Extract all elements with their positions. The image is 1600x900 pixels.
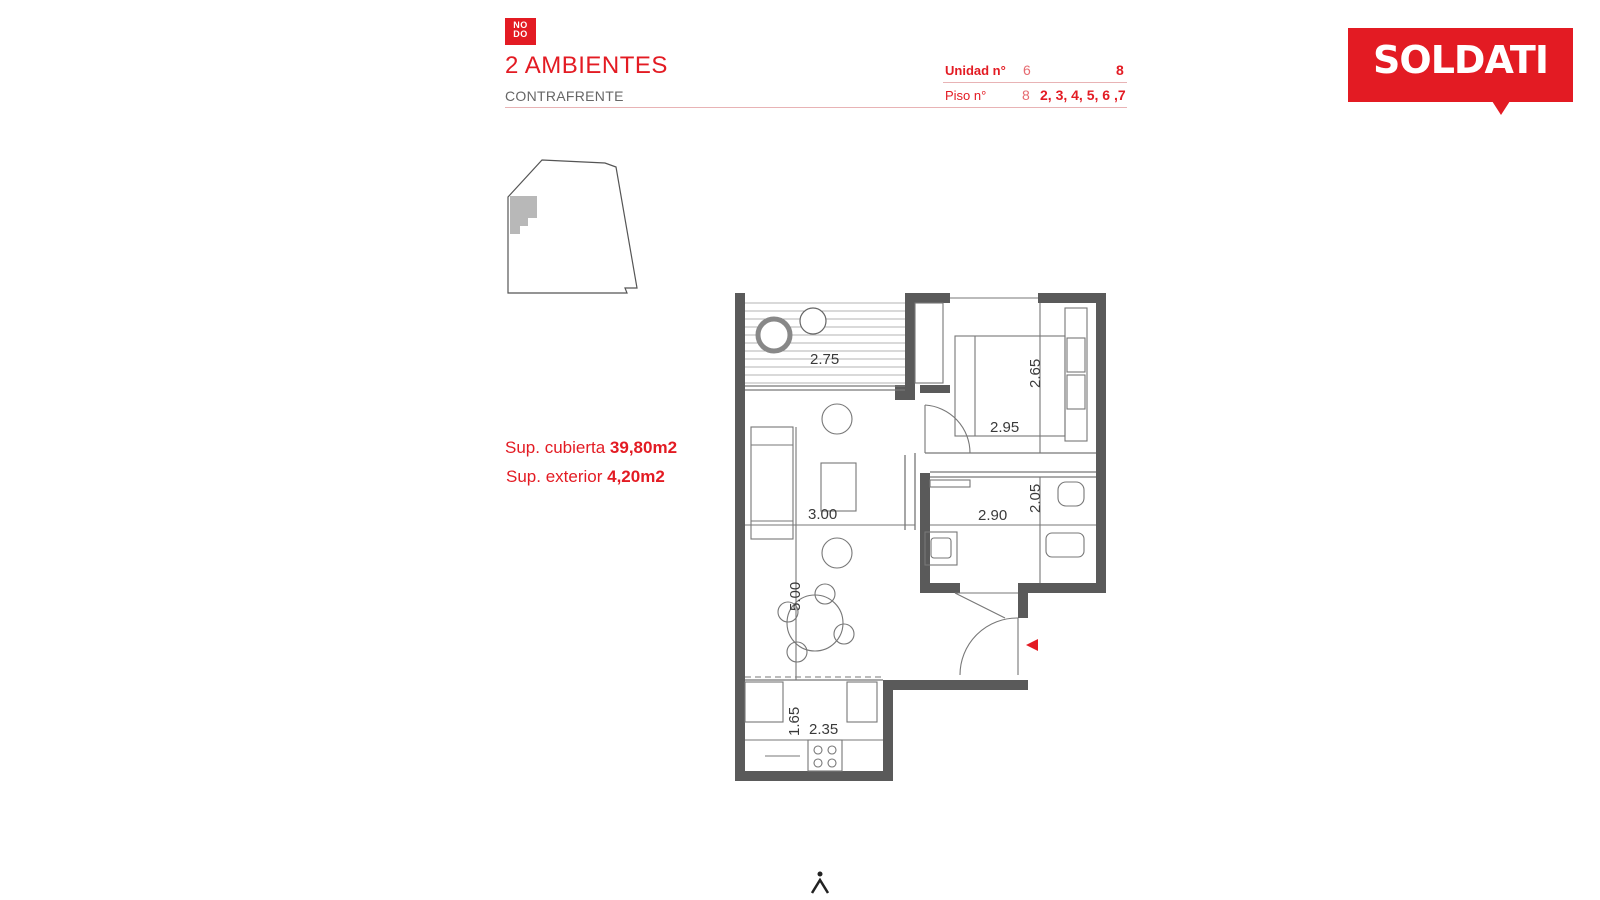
brand-name: SOLDATI bbox=[1373, 38, 1548, 82]
exterior-area-value: 4,20m2 bbox=[607, 467, 665, 486]
entrance-arrow-icon bbox=[1026, 639, 1038, 651]
covered-area-value: 39,80m2 bbox=[609, 438, 678, 457]
unit-number-label: Unidad n° bbox=[945, 63, 1006, 78]
floor-list: 2, 3, 4, 5, 6 ,7 bbox=[1040, 87, 1126, 103]
balcony-chair bbox=[758, 319, 790, 351]
exterior-area-label: Sup. exterior bbox=[506, 467, 603, 486]
dim-kitchen-width: 2.35 bbox=[809, 721, 839, 738]
living-dining bbox=[745, 404, 915, 680]
unit-orientation: CONTRAFRENTE bbox=[505, 88, 624, 104]
dim-bedroom-depth: 2.65 bbox=[1027, 358, 1044, 388]
floor-value: 8 bbox=[1022, 87, 1030, 103]
developer-logo: NO DO bbox=[505, 18, 536, 45]
dim-bedroom-width: 2.95 bbox=[990, 419, 1020, 436]
covered-area-label: Sup. cubierta bbox=[505, 438, 606, 457]
dim-living-depth: 5.00 bbox=[787, 581, 804, 611]
key-plan bbox=[508, 160, 637, 293]
unit-number-value: 6 bbox=[1023, 62, 1031, 78]
dim-kitchen-depth: 1.65 bbox=[786, 706, 803, 736]
unit-number-highlight: 8 bbox=[1116, 62, 1124, 78]
unit-type-title: 2 AMBIENTES bbox=[505, 52, 668, 79]
key-plan-unit-highlight bbox=[510, 196, 537, 234]
dim-bath-depth: 2.05 bbox=[1027, 483, 1044, 513]
balcony-table bbox=[800, 308, 826, 334]
dim-balcony-width: 2.75 bbox=[810, 351, 840, 368]
doors bbox=[925, 405, 1018, 675]
floor-label: Piso n° bbox=[945, 88, 987, 103]
dim-bath-width: 2.90 bbox=[978, 507, 1008, 524]
bathroom bbox=[925, 477, 1096, 583]
dim-living-width: 3.00 bbox=[808, 506, 838, 523]
north-arrow-icon bbox=[812, 872, 828, 894]
